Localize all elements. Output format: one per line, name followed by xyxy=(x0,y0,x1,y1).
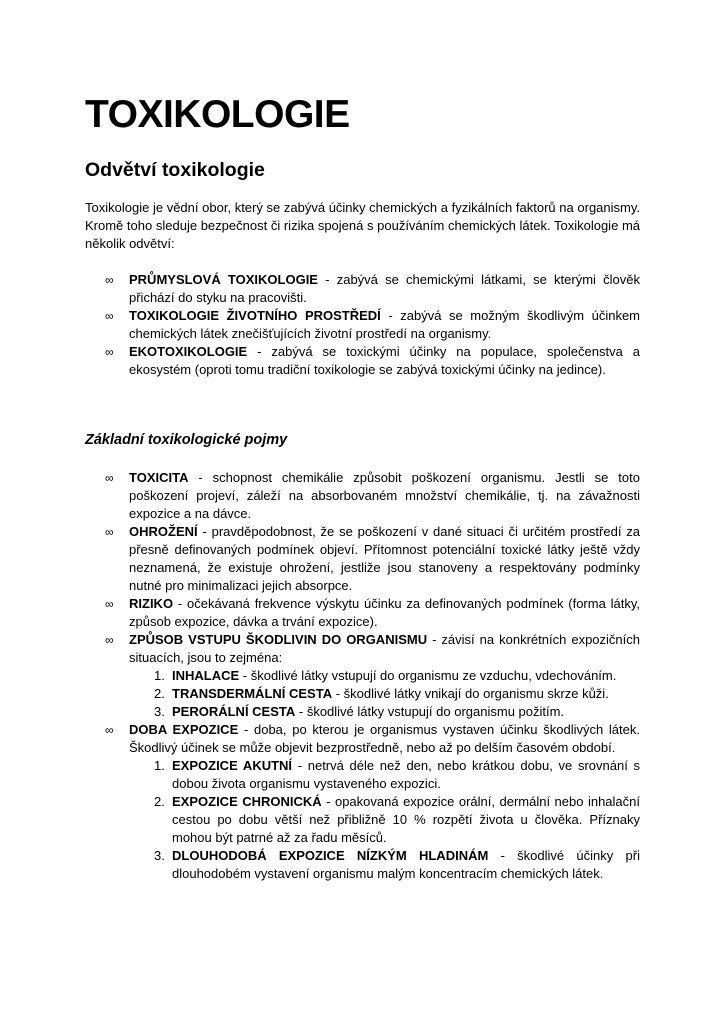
term: EXPOZICE CHRONICKÁ xyxy=(172,794,322,809)
term: ZPŮSOB VSTUPU ŠKODLIVIN DO ORGANISMU xyxy=(129,632,428,647)
numbered-sublist xyxy=(129,667,640,721)
section-heading-pojmy: Základní toxikologické pojmy xyxy=(85,432,288,448)
item-number: 2. xyxy=(154,686,165,701)
section-heading-odvetvi: Odvětví toxikologie xyxy=(85,159,265,181)
definition: - škodlivé látky vstupují do organismu požitím. xyxy=(295,704,565,719)
definition: - netrvá déle než den, nebo krátkou dobu, ve srovnání s dobou života organismu vystaveného expozici. xyxy=(172,758,640,791)
list-item xyxy=(103,271,640,307)
definition: - pravděpodobnost, že se poškození v dané situaci či určitém prostředí za přesně definovaných podmínek objeví. Přítomnost potenciální toxické látky ještě vždy neznamená, že existuje ohrožení, jestliže jsou stanoveny a respektovány podmínky nutné pro minimalizaci jejich absorpce. xyxy=(129,524,640,593)
term: INHALACE xyxy=(172,668,240,683)
infinity-bullet-icon: ∞ xyxy=(105,597,114,611)
infinity-bullet-icon: ∞ xyxy=(105,525,114,539)
item-number: 3. xyxy=(154,704,165,719)
list-item xyxy=(103,343,640,379)
term: TOXICITA xyxy=(129,470,189,485)
term: DLOUHODOBÁ EXPOZICE NÍZKÝM HLADINÁM xyxy=(172,848,489,863)
definition: - očekávaná frekvence výskytu účinku za definovaných podmínek (forma látky, způsob expozice, dávka a trvání expozice). xyxy=(129,596,640,629)
definition: - zabývá se chemickými látkami, se kterými člověk přichází do styku na pracovišti. xyxy=(129,272,641,305)
item-number: 1. xyxy=(154,758,165,773)
branches-list xyxy=(103,271,640,379)
definition: - doba, po kterou je organismus vystaven účinku škodlivých látek. Škodlivý účinek se může objevit bezprostředně, nebo až po delším časovém období. xyxy=(129,722,640,755)
definition: - škodlivé účinky při dlouhodobém vystavení organismu malým koncentracím chemických látek. xyxy=(172,848,640,881)
definition: - zabývá se možným škodlivým účinkem chemických látek znečišťujících životní prostředí na organismy. xyxy=(129,308,641,341)
term: EXPOZICE AKUTNÍ xyxy=(172,758,293,773)
term: PERORÁLNÍ CESTA xyxy=(172,704,296,719)
term: OHROŽENÍ xyxy=(129,524,198,539)
item-number: 3. xyxy=(154,848,165,863)
term: TOXIKOLOGIE ŽIVOTNÍHO PROSTŘEDÍ xyxy=(129,308,381,323)
term: EKOTOXIKOLOGIE xyxy=(129,344,248,359)
infinity-bullet-icon: ∞ xyxy=(105,633,114,647)
numbered-sublist xyxy=(129,757,640,883)
sublist-item xyxy=(129,847,640,883)
infinity-bullet-icon: ∞ xyxy=(105,309,114,323)
definition: - opakovaná expozice orální, dermální nebo inhalační cestou po dobu větší než přibližně 10 % rozpětí života u člověka. Příznaky mohou být patrné až za řadu měsíců. xyxy=(172,794,640,845)
list-item xyxy=(103,721,640,883)
infinity-bullet-icon: ∞ xyxy=(105,345,114,359)
term: DOBA EXPOZICE xyxy=(129,722,239,737)
sublist-item xyxy=(129,685,640,703)
definition: - závisí na konkrétních expozičních situacích, jsou to zejména: xyxy=(129,632,640,665)
term: PRŮMYSLOVÁ TOXIKOLOGIE xyxy=(129,272,318,287)
list-item xyxy=(103,595,640,631)
term: TRANSDERMÁLNÍ CESTA xyxy=(172,686,333,701)
definition: - schopnost chemikálie způsobit poškození organismu. Jestli se toto poškození projeví, záleží na absorbovaném množství chemikálie, tj. na závažnosti expozice a na dávce. xyxy=(129,470,640,521)
definition: - zabývá se toxickými účinky na populace, společenstva a ekosystém (oproti tomu tradiční toxikologie se zabývá toxickými účinky na jedince). xyxy=(129,344,640,377)
infinity-bullet-icon: ∞ xyxy=(105,471,114,485)
list-item xyxy=(103,523,640,595)
sublist-item xyxy=(129,757,640,793)
sublist-item xyxy=(129,793,640,847)
item-number: 2. xyxy=(154,794,165,809)
definition: - škodlivé látky vnikají do organismu skrze kůži. xyxy=(332,686,609,701)
list-item xyxy=(103,469,640,523)
sublist-item xyxy=(129,667,640,685)
list-item xyxy=(103,631,640,721)
page-title: TOXIKOLOGIE xyxy=(85,93,350,136)
item-number: 1. xyxy=(154,668,165,683)
definition: - škodlivé látky vstupují do organismu ze vzduchu, vdechováním. xyxy=(239,668,617,683)
list-item xyxy=(103,307,640,343)
term: RIZIKO xyxy=(129,596,174,611)
infinity-bullet-icon: ∞ xyxy=(105,723,114,737)
intro-paragraph: Toxikologie je vědní obor, který se zabývá účinky chemických a fyzikálních faktorů na organismy. Kromě toho sleduje bezpečnost či rizika spojená s používáním chemických látek. Toxikologie má několik odvětví: xyxy=(85,200,640,251)
terms-list xyxy=(103,469,640,883)
infinity-bullet-icon: ∞ xyxy=(105,273,114,287)
sublist-item xyxy=(129,703,640,721)
